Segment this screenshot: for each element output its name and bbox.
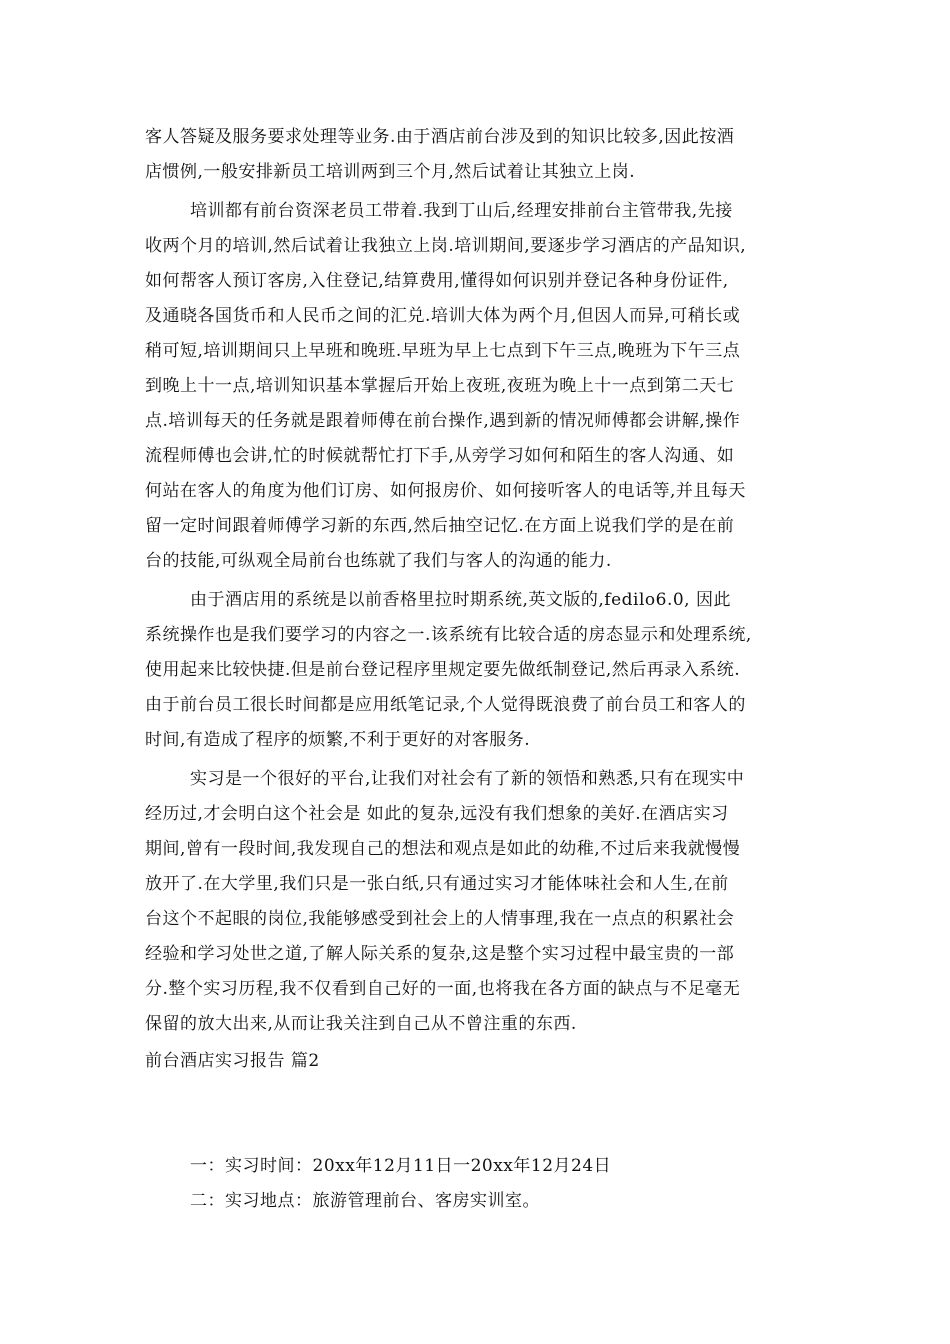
text-line: 由于前台员工很长时间都是应用纸笔记录,个人觉得既浪费了前台员工和客人的 (145, 695, 746, 715)
text-line: 收两个月的培训,然后试着让我独立上岗.培训期间,要逐步学习酒店的产品知识, (145, 236, 747, 256)
text-line: 点.培训每天的任务就是跟着师傅在前台操作,遇到新的情况师傅都会讲解,操作 (145, 411, 741, 431)
text-line: 台的技能,可纵观全局前台也练就了我们与客人的沟通的能力. (145, 551, 612, 571)
text-line: 经验和学习处世之道,了解人际关系的复杂,这是整个实习过程中最宝贵的一部 (145, 944, 735, 964)
text-line: 保留的放大出来,从而让我关注到自己从不曾注重的东西. (145, 1014, 577, 1034)
internship-place-item: 二：实习地点：旅游管理前台、客房实训室。 (190, 1191, 540, 1211)
text-line: 实习是一个很好的平台,让我们对社会有了新的领悟和熟悉,只有在现实中 (190, 769, 745, 789)
text-line: 何站在客人的角度为他们订房、如何报房价、如何接听客人的电话等,并且每天 (145, 481, 746, 501)
text-line: 店惯例,一般安排新员工培训两到三个月,然后试着让其独立上岗. (145, 162, 636, 182)
text-line: 培训都有前台资深老员工带着.我到丁山后,经理安排前台主管带我,先接 (190, 201, 733, 221)
text-line: 流程师傅也会讲,忙的时候就帮忙打下手,从旁学习如何和陌生的客人沟通、如 (145, 446, 735, 466)
text-line: 到晚上十一点,培训知识基本掌握后开始上夜班,夜班为晚上十一点到第二天七 (145, 376, 735, 396)
text-line: 留一定时间跟着师傅学习新的东西,然后抽空记忆.在方面上说我们学的是在前 (145, 516, 735, 536)
text-line: 经历过,才会明白这个社会是 如此的复杂,远没有我们想象的美好.在酒店实习 (145, 804, 729, 824)
text-line: 稍可短,培训期间只上早班和晚班.早班为早上七点到下午三点,晚班为下午三点 (145, 341, 741, 361)
text-line: 如何帮客人预订客房,入住登记,结算费用,懂得如何识别并登记各种身份证件, (145, 271, 729, 291)
text-line: 由于酒店用的系统是以前香格里拉时期系统,英文版的,fedilo6.0, 因此 (190, 590, 731, 610)
text-line: 分.整个实习历程,我不仅看到自己好的一面,也将我在各方面的缺点与不足毫无 (145, 979, 741, 999)
internship-time-item: 一：实习时间：20xx年12月11日一20xx年12月24日 (190, 1156, 612, 1176)
text-line: 系统操作也是我们要学习的内容之一.该系统有比较合适的房态显示和处理系统, (145, 625, 752, 645)
text-line: 时间,有造成了程序的烦繁,不利于更好的对客服务. (145, 730, 531, 750)
text-line: 及通晓各国货币和人民币之间的汇兑.培训大体为两个月,但因人而异,可稍长或 (145, 306, 741, 326)
text-line: 台这个不起眼的岗位,我能够感受到社会上的人情事理,我在一点点的积累社会 (145, 909, 735, 929)
section-title: 前台酒店实习报告 篇2 (145, 1051, 320, 1071)
text-line: 使用起来比较快捷.但是前台登记程序里规定要先做纸制登记,然后再录入系统. (145, 660, 741, 680)
text-line: 放开了.在大学里,我们只是一张白纸,只有通过实习才能体味社会和人生,在前 (145, 874, 729, 894)
text-line: 客人答疑及服务要求处理等业务.由于酒店前台涉及到的知识比较多,因此按酒 (145, 127, 735, 147)
text-line: 期间,曾有一段时间,我发现自己的想法和观点是如此的幼稚,不过后来我就慢慢 (145, 839, 741, 859)
